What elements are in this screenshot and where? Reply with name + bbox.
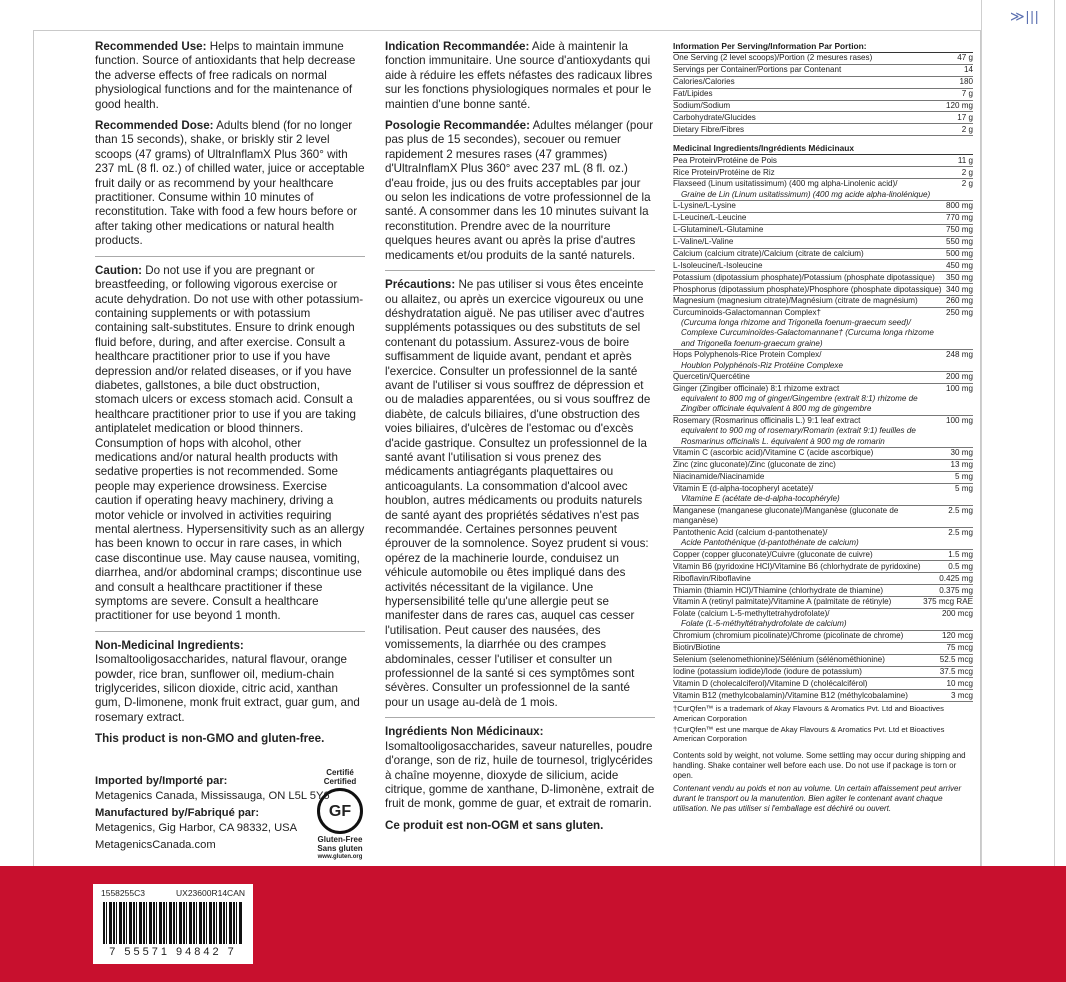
table-row	[673, 225, 973, 237]
ingredient-amount: 10 mcg	[946, 678, 973, 688]
ingredient-name: Pantothenic Acid (calcium d-pantothenate)/ Acide Pantothénique (d-pantothénate de calcium)	[673, 527, 859, 548]
ingredient-subtext: (Curcuma longa rhizome and Trigonella foenum-graecum seed)/ Complexe Curcuminoïdes-Galactomannane† (Curcuma longa rhizome and Trigonella foenum-graecum graine)	[681, 318, 934, 348]
ingredient-name: L-Valine/L-Valine	[673, 237, 734, 247]
table-row	[673, 550, 973, 562]
ingredient-name: Hops Polyphenols-Rice Protein Complex/ Houblon Polyphénols-Riz Protéine Complexe	[673, 350, 843, 370]
ingredient-subtext: Acide Pantothénique (d-pantothénate de calcium)	[681, 538, 859, 548]
ingredient-amount: 100 mg	[946, 384, 973, 394]
ingredient-name: Riboflavin/Riboflavine	[673, 573, 751, 583]
table-row	[673, 597, 973, 609]
ingredients-non-medicinaux: Ingrédients Non Médicinaux: Isomaltooligosaccharides, saveur naturelles, poudre d'orange, son de riz, huile de tournesol, triglycérides à chaîne moyenne, dioxyde de silicium, acide citrique, gomme de xanthane, D-limonène, extrait de fruit de monk, gomme de guar, et extrait de romarin.	[385, 725, 655, 811]
ingredient-amount: 250 mg	[946, 308, 973, 318]
medicinal-table	[673, 155, 973, 702]
table-row	[673, 272, 973, 284]
table-row	[673, 124, 973, 136]
ingredient-amount: 770 mg	[946, 213, 973, 223]
ingredient-amount: 200 mcg	[941, 609, 973, 619]
table-row	[673, 506, 973, 528]
ingredient-name: Zinc (zinc gluconate)/Zinc (gluconate de zinc)	[673, 460, 836, 470]
website: MetagenicsCanada.com	[95, 839, 216, 851]
table-row	[673, 690, 973, 702]
barcode-code-right: UX23600R14CAN	[176, 888, 245, 898]
ingredient-amount: 180	[959, 77, 973, 87]
ingredient-name: Vitamin E (d-alpha-tocopheryl acetate)/ Vitamine E (acétate de-d-alpha-tocophéryle)	[673, 484, 840, 504]
divider	[95, 631, 365, 632]
imported-label: Imported by/Importé par:	[95, 775, 228, 787]
divider	[385, 270, 655, 271]
table-row	[673, 667, 973, 679]
table-row	[673, 237, 973, 249]
trademark-en: †CurQfen™ is a trademark of Akay Flavours & Aromatics Pvt. Ltd and Bioactives American Corporation	[673, 704, 944, 723]
ingredient-name: Copper (copper gluconate)/Cuivre (gluconate de cuivre)	[673, 549, 873, 559]
gf-url: www.gluten.org	[317, 854, 363, 860]
english-column	[95, 40, 365, 754]
table-row	[673, 372, 973, 384]
ingredient-amount: 13 mg	[950, 460, 973, 470]
indication: Indication Recommandée: Aide à maintenir la fonction immunitaire. Une source d'antioxydants qui aide à réduire les effets néfastes des radicaux libres sur les fonctions physiologiques normales et pour le maintien d'une bonne santé.	[385, 40, 653, 111]
ingredient-amount: 7 g	[961, 89, 973, 99]
ingredient-subtext: Folate (L-5-méthyltétrahydrofolate de calcium)	[681, 619, 847, 629]
table-row	[673, 65, 973, 77]
table-row	[673, 155, 973, 167]
ingredient-amount: 0.375 mg	[939, 585, 973, 595]
ingredient-amount: 52.5 mcg	[939, 655, 973, 665]
ingredient-amount: 2 g	[961, 124, 973, 134]
table-row	[673, 573, 973, 585]
ingredient-name: L-Glutamine/L-Glutamine	[673, 225, 764, 235]
ingredient-amount: 100 mg	[946, 416, 973, 426]
ingredient-name: Selenium (selenomethionine)/Sélénium (sélénométhionine)	[673, 655, 885, 665]
serving-header: Information Per Serving/Information Par Portion:	[673, 41, 973, 53]
ingredient-amount: 47 g	[957, 53, 973, 63]
ingredient-name: L-Isoleucine/L-Isoleucine	[673, 260, 763, 270]
table-row	[673, 561, 973, 573]
table-row	[673, 448, 973, 460]
ingredient-name: Rice Protein/Protéine de Riz	[673, 167, 775, 177]
gluten-free-icon: GF	[317, 788, 363, 834]
table-row	[673, 416, 973, 448]
barcode-bars-icon	[103, 902, 243, 944]
gmo-statement: This product is non-GMO and gluten-free.	[95, 732, 325, 746]
ingredient-amount: 750 mg	[946, 225, 973, 235]
table-row	[673, 201, 973, 213]
recommended-dose: Recommended Dose: Adults blend (for no longer than 15 seconds), shake, or briskly stir 2 level scoops (47 grams) of UltraInflamX Plus 360° with 237 mL (8 fl. oz.) of chilled water, juice or acceptable fruit daily or as recommend by your healthcare practitioner. Consume within 10 minutes of reconstitution. Take with food a few hours before or after taking other medications or natural health products.	[95, 119, 365, 248]
ingredient-name: Vitamin B12 (methylcobalamin)/Vitamine B12 (méthylcobalamine)	[673, 690, 908, 700]
ingredient-name: Vitamin B6 (pyridoxine HCl)/Vitamine B6 (chlorhydrate de pyridoxine)	[673, 561, 921, 571]
ingredient-amount: 0.5 mg	[948, 561, 973, 571]
ingredient-name: Fat/Lipides	[673, 89, 713, 99]
divider	[95, 256, 365, 257]
ingredient-name: Thiamin (thiamin HCl)/Thiamine (chlorhydrate de thiamine)	[673, 585, 884, 595]
ingredient-name: Flaxseed (Linum usitatissimum) (400 mg alpha-Linolenic acid)/ Graine de Lin (Linum usitatissimum) (400 mg acide alpha-linolénique)	[673, 179, 931, 199]
ingredient-name: Carbohydrate/Glucides	[673, 112, 756, 122]
table-row	[673, 484, 973, 506]
ingredient-name: Iodine (potassium iodide)/Iode (iodure de potassium)	[673, 666, 862, 676]
table-row	[673, 179, 973, 201]
ingredient-name: Calories/Calories	[673, 77, 735, 87]
gf-bottom-text: Gluten-Free Sans gluten	[317, 835, 363, 853]
barcode-code-left: 1558255C3	[101, 888, 145, 898]
importer-block	[95, 774, 335, 856]
table-row	[673, 460, 973, 472]
manufactured-label: Manufactured by/Fabriqué par:	[95, 807, 260, 819]
note-en: Contents sold by weight, not volume. Some settling may occur during shipping and handling. Shake container well before each use. Do not use if package is torn or open.	[673, 750, 966, 780]
ingredient-amount: 14	[963, 65, 973, 75]
ingredient-subtext: Graine de Lin (Linum usitatissimum) (400 mg acide alpha-linolénique)	[681, 189, 931, 199]
dieline	[981, 0, 982, 982]
gluten-free-badge	[310, 768, 370, 862]
ingredient-name: Sodium/Sodium	[673, 100, 731, 110]
ingredient-name: Potassium (dipotassium phosphate)/Potassium (phosphate dipotassique)	[673, 272, 935, 282]
table-row	[673, 655, 973, 667]
ingredient-amount: 375 mcg RAE	[923, 597, 973, 607]
ingredient-amount: 2 g	[961, 167, 973, 177]
table-row	[673, 609, 973, 631]
ingredient-amount: 120 mg	[946, 100, 973, 110]
ingredient-amount: 5 mg	[955, 472, 973, 482]
ingredient-subtext: Houblon Polyphénols-Riz Protéine Complexe	[681, 360, 843, 370]
ingredient-name: Dietary Fibre/Fibres	[673, 124, 745, 134]
table-row	[673, 678, 973, 690]
ingredient-amount: 450 mg	[946, 260, 973, 270]
table-row	[673, 249, 973, 261]
ingredient-name: L-Lysine/L-Lysine	[673, 201, 736, 211]
precautions: Précautions: Ne pas utiliser si vous êtes enceinte ou allaitez, ou après un exercice vigoureux ou une déshydratation aiguë. Ne pas utiliser avec d'autres suppléments potassiques ou des substituts de sel contenant du potassium. Assurez-vous de boire suffisamment de liquide avant, pendant et après l'exercice. Consulter un professionnel de la santé avant de l'utiliser si vous souffrez de dépression et ou de maladies apparentées, ou si vous souffrez de diabète, de calculs biliaires, d'une obstruction des voies biliaires, d'ulcères de l'estomac ou d'excès d'acide gastrique. Consultez un professionnel de la santé avant l'utilisation si vous prenez des médicaments antiagrégants plaquettaires ou anticoagulants. La consommation d'alcool avec houblon, autres médicaments ou produits naturels de santé ayant des propriétés sédatives n'est pas recommandée. Certaines personnes peuvent éprouver de la somnolence. Soyez prudent si vous: opérez de la machinerie lourde, conduisez un véhicule automobile ou êtes impliqué dans des activités nécessitant de la vigilance. Une hypersensibilité telle qu'une allergie peut se manifester dans de rares cas, auquel cas cesser l'utilisation. Peut causer des nausées, des vomissements, la diarrhée ou des crampes abdominales, cesser l'utiliser et consulter un professionnel de la santé si ces symptômes sont sévères. Consulter un professionnel de la santé pour un usage au-delà de 1 mois.	[385, 278, 651, 709]
ingredient-name: Niacinamide/Niacinamide	[673, 472, 765, 482]
table-row	[673, 585, 973, 597]
ingredient-name: Curcuminoids-Galactomannan Complex† (Curcuma longa rhizome and Trigonella foenum-graecum seed)/ Complexe Curcuminoïdes-Galactomannane† (Curcuma longa rhizome and Trigonella foenum-graecum graine)	[673, 308, 942, 348]
ingredient-subtext: equivalent to 900 mg of rosemary/Romarin (extrait 9:1) feuilles de Rosmarinus officinalis L. équivalent à 900 mg de romarin	[681, 426, 916, 446]
gf-top-text: Certifié Certified	[323, 768, 357, 786]
note-fr: Contenant vendu au poids et non au volume. Un certain affaissement peut arriver durant le transport ou la manutention. Bien agiter le contenant avant chaque utilisation. Ne pas utiliser si l'emballage est déchiré ou ouvert.	[673, 783, 962, 813]
ingredient-name: Biotin/Biotine	[673, 643, 721, 653]
ingredient-name: Ginger (Zingiber officinale) 8:1 rhizome extract equivalent to 800 mg of ginger/Gingembre (extrait 8:1) rhizome de Zingiber officinale équivalent à 800 mg de gingembre	[673, 384, 942, 414]
ingredient-name: Vitamin D (cholecalciferol)/Vitamine D (cholécalciférol)	[673, 678, 868, 688]
ingredient-amount: 248 mg	[946, 350, 973, 360]
ingredient-amount: 11 g	[957, 155, 973, 165]
registration-mark-icon: ≫|||	[1010, 8, 1040, 24]
table-row	[673, 350, 973, 372]
table-row	[673, 112, 973, 124]
caution: Caution: Do not use if you are pregnant or breastfeeding, or following vigorous exercise or acute dehydration. Do not use with other potassium-containing supplements or with potassium containing salt-substitutes. Ensure to drink enough fluid before, during, and after exercise. Consult a healthcare practitioner prior to use if you have depression and/or related diseases, or if you have diabetes, gallstones, a bile duct obstruction, stomach ulcers or excess stomach acid. Consult a healthcare practitioner prior to use if you are taking antiplatelet medication or blood thinners. Consumption of hops with alcohol, other medications and/or natural health products with sedative properties is not recommended. Some people may experience drowsiness. Exercise caution if operating heavy machinery, driving a motor vehicle or involved in activities requiring mental alertness. Hypersensitivity such as an allergy has been known to occur in rare cases, in which case discontinue use. May cause nausea, vomiting, diarrhea, and/or abdominal cramps; discontinue use and consult a healthcare practitioner if these symptoms are severe. Consult a healthcare practitioner for use beyond 1 month.	[95, 263, 365, 623]
manufactured-text: Metagenics, Gig Harbor, CA 98332, USA	[95, 821, 298, 834]
ingredient-name: One Serving (2 level scoops)/Portion (2 mesures rases)	[673, 53, 873, 63]
divider	[385, 717, 655, 718]
table-row	[673, 101, 973, 113]
table-row	[673, 308, 973, 350]
ingredient-amount: 350 mg	[946, 272, 973, 282]
ingredient-amount: 3 mcg	[950, 690, 973, 700]
trademark-fr: †CurQfen™ est une marque de Akay Flavours & Aromatics Pvt. Ltd et Bioactives American Corporation	[673, 724, 945, 744]
serving-table	[673, 53, 973, 136]
ingredient-amount: 500 mg	[946, 248, 973, 258]
imported-text: Metagenics Canada, Mississauga, ON L5L 5Y6	[95, 789, 330, 802]
ingredient-name: Servings per Container/Portions par Contenant	[673, 65, 842, 75]
ingredient-amount: 340 mg	[946, 284, 973, 294]
ingredient-amount: 260 mg	[946, 296, 973, 306]
table-row	[673, 643, 973, 655]
table-row	[673, 528, 973, 550]
ingredient-name: Chromium (chromium picolinate)/Chrome (picolinate de chrome)	[673, 631, 904, 641]
table-row	[673, 89, 973, 101]
table-row	[673, 213, 973, 225]
table-row	[673, 296, 973, 308]
ingredient-amount: 1.5 mg	[948, 549, 973, 559]
french-column	[385, 40, 655, 840]
ingredient-name: Vitamin A (retinyl palmitate)/Vitamine A (palmitate de rétinyle)	[673, 597, 892, 607]
ogm-statement: Ce produit est non-OGM et sans gluten.	[385, 818, 604, 832]
ingredient-amount: 120 mcg	[941, 631, 973, 641]
ingredient-name: Manganese (manganese gluconate)/Manganèse (gluconate de manganèse)	[673, 506, 899, 526]
non-medicinal-ingredients: Non-Medicinal Ingredients: Isomaltooligosaccharides, natural flavour, orange powder, rice bran, sunflower oil, medium-chain triglycerides, silicon dioxide, citric acid, xanthan gum, D-limonene, monk fruit extract, guar gum, and rosemary extract.	[95, 638, 360, 724]
ingredient-amount: 30 mg	[950, 448, 973, 458]
ingredient-subtext: Vitamine E (acétate de-d-alpha-tocophéryle)	[681, 494, 840, 504]
dieline	[1054, 0, 1055, 982]
table-row	[673, 167, 973, 179]
ingredient-amount: 2 g	[961, 179, 973, 189]
table-row	[673, 631, 973, 643]
barcode-number: 7 55571 94842 7	[109, 946, 237, 958]
ingredient-name: Rosemary (Rosmarinus officinalis L.) 9:1 leaf extract equivalent to 900 mg of rosemary/Romarin (extrait 9:1) feuilles de Rosmarinus officinalis L. équivalent à 900 mg de romarin	[673, 416, 942, 446]
ingredient-amount: 37.5 mcg	[939, 666, 973, 676]
ingredient-amount: 200 mg	[946, 372, 973, 382]
ingredient-name: Phosphorus (dipotassium phosphate)/Phosphore (phosphate dipotassique)	[673, 284, 942, 294]
ingredient-name: L-Leucine/L-Leucine	[673, 213, 747, 223]
ingredient-amount: 2.5 mg	[948, 527, 973, 537]
ingredient-name: Pea Protein/Protéine de Pois	[673, 155, 777, 165]
ingredient-subtext: equivalent to 800 mg of ginger/Gingembre (extrait 8:1) rhizome de Zingiber officinale équivalent à 800 mg de gingembre	[681, 394, 918, 414]
ingredient-name: Quercetin/Quercétine	[673, 372, 750, 382]
ingredient-name: Calcium (calcium citrate)/Calcium (citrate de calcium)	[673, 248, 864, 258]
ingredient-amount: 800 mg	[946, 201, 973, 211]
barcode	[93, 884, 253, 964]
ingredient-amount: 2.5 mg	[948, 506, 973, 516]
ingredient-name: Magnesium (magnesium citrate)/Magnésium (citrate de magnésium)	[673, 296, 918, 306]
table-row	[673, 472, 973, 484]
ingredient-name: Vitamin C (ascorbic acid)/Vitamine C (acide ascorbique)	[673, 448, 874, 458]
table-row	[673, 384, 973, 416]
supplement-facts-panel	[673, 41, 973, 814]
ingredient-amount: 0.425 mg	[939, 573, 973, 583]
recommended-use: Recommended Use: Helps to maintain immune function. Source of antioxidants that help decrease the adverse effects of free radicals on normal physiological functions and for the maintenance of good health.	[95, 40, 356, 111]
ingredient-amount: 75 mcg	[946, 643, 973, 653]
table-row	[673, 53, 973, 65]
table-row	[673, 260, 973, 272]
ingredient-name: Folate (calcium L-5-methyltetrahydrofolate)/ Folate (L-5-méthyltétrahydrofolate de calcium)	[673, 609, 847, 629]
table-row	[673, 284, 973, 296]
posologie: Posologie Recommandée: Adultes mélanger (pour pas plus de 15 secondes), secouer ou remuer rapidement 2 mesures rases (47 grammes) d'UltraInflamX Plus 360° avec 237 mL (8 fl. oz.) d'eau froide, jus ou des fruits acceptables par jour ou selon les indications de votre professionnel de la santé. A consommer dans les 10 minutes suivant la reconstitution. Prendre avec de la nourriture quelques heures avant ou après la prise d'autres medicaments et/ou produits de la santé naturels.	[385, 119, 654, 262]
medicinal-header: Medicinal Ingredients/Ingrédients Médicinaux	[673, 143, 973, 155]
ingredient-amount: 5 mg	[955, 484, 973, 494]
ingredient-amount: 17 g	[957, 112, 973, 122]
table-row	[673, 77, 973, 89]
ingredient-amount: 550 mg	[946, 237, 973, 247]
